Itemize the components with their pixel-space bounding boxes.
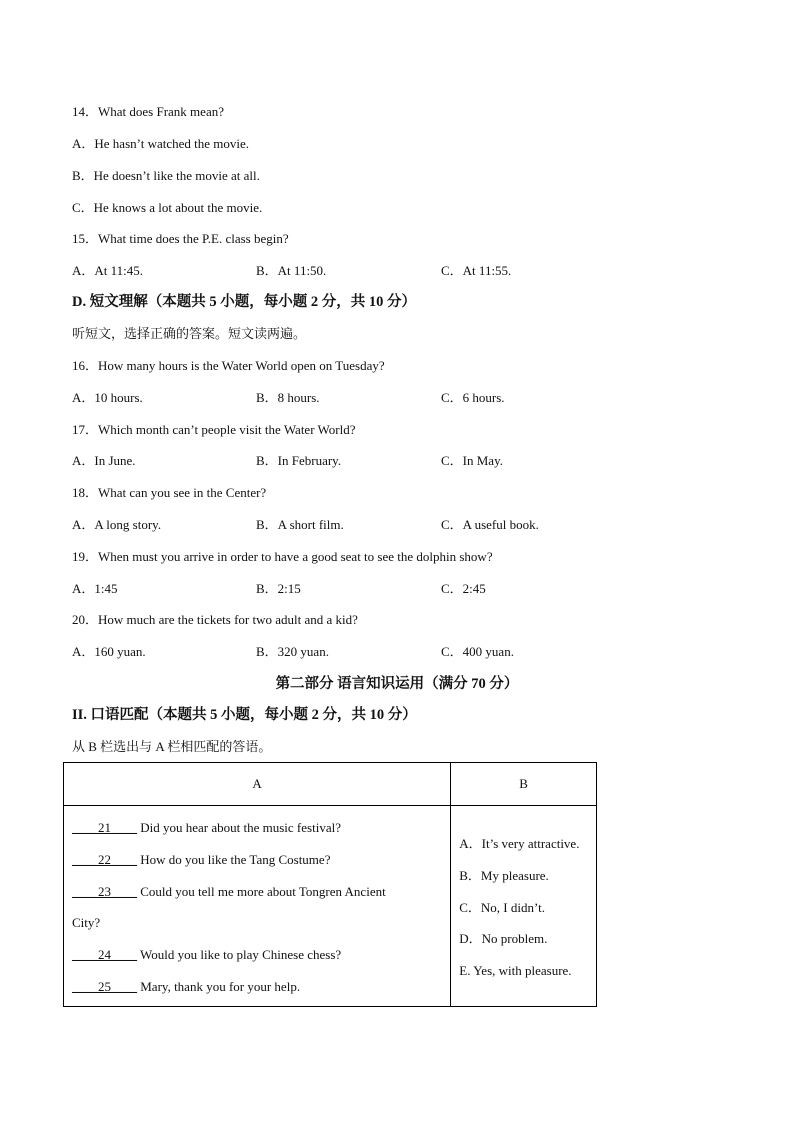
question-14-option-a: A．He hasn’t watched the movie. [72,136,250,151]
match-item-24 [72,946,341,964]
section-ii-instruction: 从 B 栏选出与 A 栏相匹配的答语。 [72,739,272,754]
section-ii-heading: II. 口语匹配（本题共 5 小题，每小题 2 分，共 10 分） [72,707,417,723]
question-19-option-c: C．2:45 [441,581,486,596]
match-item-21-text: Did you hear about the music festival? [137,820,341,835]
match-item-23-text-cont: City? [72,915,101,930]
question-18-option-a: A．A long story. [72,517,162,532]
response-option-c: C．No, I didn’t. [459,900,545,915]
match-item-22-text: How do you like the Tang Costume? [137,852,331,867]
question-17-option-a: A．In June. [72,453,136,468]
response-option-a: A．It’s very attractive. [459,836,580,851]
question-14-option-b: B．He doesn’t like the movie at all. [72,168,260,183]
match-item-23-continuation [72,914,100,932]
match-item-22 [72,851,330,869]
answer-blank-21[interactable]: ____21____ [72,820,137,835]
match-item-21 [72,819,341,837]
match-item-25 [72,978,300,996]
question-20-option-c: C．400 yuan. [441,644,514,659]
question-15-option-a: A．At 11:45. [72,263,144,278]
question-16-option-c: C．6 hours. [441,390,505,405]
response-option-b: B．My pleasure. [459,868,549,883]
response-option-e: E. Yes, with pleasure. [459,963,572,978]
question-20-stem: 20．How much are the tickets for two adult and a kid? [72,612,358,627]
question-18-stem: 18．What can you see in the Center? [72,485,267,500]
question-17-option-c: C．In May. [441,453,503,468]
match-item-25-text: Mary, thank you for your help. [137,979,301,994]
question-15-stem: 15．What time does the P.E. class begin? [72,231,289,246]
column-a-header: A [64,763,451,806]
question-20-option-b: B．320 yuan. [256,644,329,659]
question-19-option-a: A．1:45 [72,581,118,596]
column-a-cell [64,806,451,1007]
question-14-option-c: C．He knows a lot about the movie. [72,200,263,215]
question-16-stem: 16．How many hours is the Water World open on Tuesday? [72,358,385,373]
section-d-instruction: 听短文，选择正确的答案。短文读两遍。 [72,326,307,341]
question-20-option-a: A．160 yuan. [72,644,146,659]
question-17-option-b: B．In February. [256,453,342,468]
column-b-cell [451,806,597,1007]
matching-table [63,762,597,1007]
answer-blank-24[interactable]: ____24____ [72,947,137,962]
match-item-23-text: Could you tell me more about Tongren Ancient [137,884,386,899]
answer-blank-23[interactable]: ____23____ [72,884,137,899]
match-item-24-text: Would you like to play Chinese chess? [137,947,342,962]
match-item-23 [72,883,386,901]
part-two-title: 第二部分 语言知识运用（满分 70 分） [275,676,519,692]
question-19-option-b: B．2:15 [256,581,301,596]
question-17-stem: 17．Which month can’t people visit the Water World? [72,422,356,437]
question-16-option-a: A．10 hours. [72,390,143,405]
answer-blank-22[interactable]: ____22____ [72,852,137,867]
question-16-option-b: B．8 hours. [256,390,320,405]
question-19-stem: 19．When must you arrive in order to have a good seat to see the dolphin show? [72,549,493,564]
question-14-stem: 14．What does Frank mean? [72,104,224,119]
question-18-option-b: B．A short film. [256,517,344,532]
question-15-option-b: B．At 11:50. [256,263,327,278]
question-15-option-c: C．At 11:55. [441,263,512,278]
response-option-d: D．No problem. [459,931,548,946]
answer-blank-25[interactable]: ____25____ [72,979,137,994]
section-d-heading: D. 短文理解（本题共 5 小题，每小题 2 分，共 10 分） [72,294,416,310]
question-18-option-c: C．A useful book. [441,517,539,532]
column-b-header: B [451,763,597,806]
